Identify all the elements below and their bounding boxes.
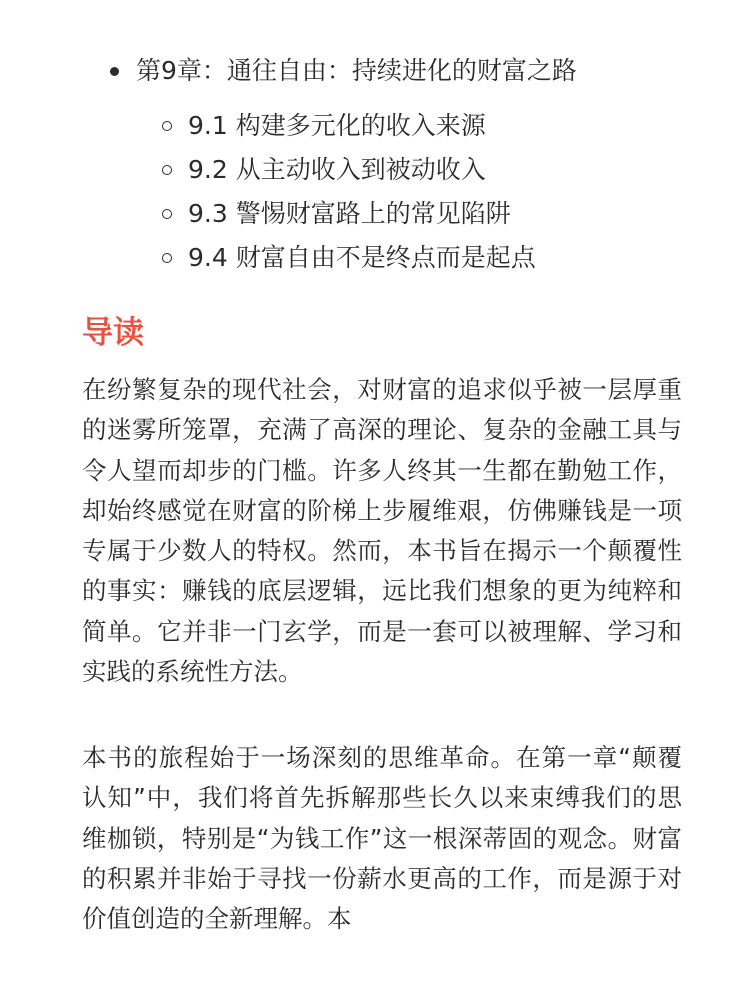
toc-section-title: 9.1 构建多元化的收入来源 [188,111,486,140]
circle-bullet-icon [162,209,172,219]
toc-section-item [162,236,664,280]
table-of-contents [104,48,664,280]
toc-chapter-item [104,48,664,94]
toc-section-title: 9.3 警惕财富路上的常见陷阱 [188,199,511,228]
section-heading: 导读 [82,315,144,351]
body-paragraph: 在纷繁复杂的现代社会，对财富的追求似乎被一层厚重的迷雾所笼罩，充满了高深的理论、复杂的金融工具与令人望而却步的门槛。许多人终其一生都在勤勉工作，却始终感觉在财富的阶梯上步履维艰，仿佛赚钱是一项专属于少数人的特权。然而，本书旨在揭示一个颠覆性的事实：赚钱的底层逻辑，远比我们想象的更为纯粹和简单。它并非一门玄学，而是一套可以被理解、学习和实践的系统性方法。 [82,375,682,687]
toc-section-title: 9.2 从主动收入到被动收入 [188,155,486,184]
body-paragraph: 本书的旅程始于一场深刻的思维革命。在第一章“颠覆认知”中，我们将首先拆解那些长久以来束缚我们的思维枷锁，特别是“为钱工作”这一根深蒂固的观念。财富的积累并非始于寻找一份薪水更高的工作，而是源于对价值创造的全新理解。本 [82,743,682,934]
disc-bullet-icon [110,67,119,76]
toc-section-list [104,104,664,280]
toc-section-item [162,192,664,236]
toc-section-item [162,104,664,148]
toc-section-title: 9.4 财富自由不是终点而是起点 [188,243,536,272]
toc-section-item [162,148,664,192]
circle-bullet-icon [162,165,172,175]
circle-bullet-icon [162,253,172,263]
toc-chapter-title: 第9章：通往自由：持续进化的财富之路 [136,56,577,85]
circle-bullet-icon [162,121,172,131]
